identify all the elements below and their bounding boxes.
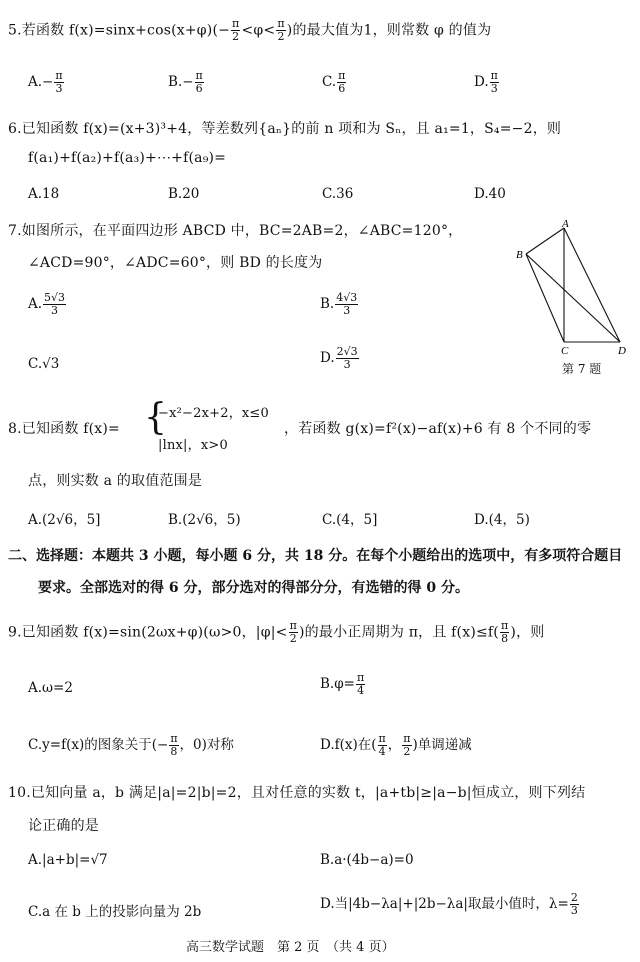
frac-num: 5√3 xyxy=(44,291,66,304)
q8-stem-a: 8.已知函数 f(x)= xyxy=(8,421,120,437)
frac-num: π xyxy=(500,619,509,632)
frac-den: 2 xyxy=(289,632,297,645)
q8-stem-line2: 点，则实数 a 的取值范围是 xyxy=(28,473,203,489)
frac-num: π xyxy=(338,69,346,82)
q8-brace: { xyxy=(144,397,167,438)
option-label: D. xyxy=(320,350,335,366)
option-frac xyxy=(378,733,387,758)
frac-num: 2√3 xyxy=(336,345,358,358)
frac-den: 6 xyxy=(195,82,203,95)
q7-option-a[interactable] xyxy=(28,292,67,317)
q9-frac xyxy=(500,620,509,645)
q7-stem-line2: ∠ACD=90°，∠ADC=60°，则 BD 的长度为 xyxy=(28,255,323,271)
frac-den: 8 xyxy=(170,745,178,758)
frac-num: 4√3 xyxy=(336,291,358,304)
option-frac xyxy=(54,70,63,95)
frac-den: 4 xyxy=(357,684,365,697)
q10-option-c[interactable]: C.a 在 b 上的投影向量为 2b xyxy=(28,904,202,920)
q7-option-b[interactable] xyxy=(320,292,359,317)
segment-bc xyxy=(526,254,564,342)
q5-option-d[interactable] xyxy=(474,70,500,95)
frac-den: 3 xyxy=(343,358,351,371)
q5-frac-num: π xyxy=(232,17,240,30)
segment-bd xyxy=(526,254,620,342)
option-frac xyxy=(195,70,204,95)
q8-option-b[interactable]: B.(2√6，5) xyxy=(168,512,241,528)
q8-case1: −x²−2x+2，x≤0 xyxy=(158,406,269,421)
q9-stem-part: )的最小正周期为 π，且 f(x)≤f( xyxy=(299,624,499,641)
q5-stem xyxy=(8,18,491,43)
q9-stem-part: )，则 xyxy=(510,624,545,641)
frac-num: π xyxy=(55,69,63,82)
frac-num: π xyxy=(403,732,411,745)
q6-option-d[interactable]: D.40 xyxy=(474,186,506,202)
q5-frac-den: 2 xyxy=(277,30,285,43)
q5-option-c[interactable] xyxy=(322,70,347,95)
q9-frac xyxy=(289,620,298,645)
q5-stem-part: 5.若函数 f(x)=sinx+cos(x+φ)(− xyxy=(8,22,231,39)
q9-option-c[interactable] xyxy=(28,733,234,758)
frac-num: π xyxy=(490,69,498,82)
q6-option-a[interactable]: A.18 xyxy=(28,186,60,202)
label-c: C xyxy=(561,345,569,357)
q5-option-a[interactable] xyxy=(28,70,65,95)
frac-den: 3 xyxy=(343,304,351,317)
q9-stem xyxy=(8,620,544,645)
q6-stem-line2: f(a₁)+f(a₂)+f(a₃)+⋯+f(a₉)= xyxy=(28,150,227,166)
q7-figure xyxy=(512,218,632,358)
q6-option-b[interactable]: B.20 xyxy=(168,186,200,202)
q10-option-a[interactable]: A.|a+b|=√7 xyxy=(28,852,108,868)
page-footer: 高三数学试题 第 2 页 （共 4 页） xyxy=(186,940,395,955)
label-a: A xyxy=(562,218,569,230)
q7-stem-line1: 7.如图所示，在平面四边形 ABCD 中，BC=2AB=2，∠ABC=120°， xyxy=(8,223,463,239)
q8-option-c[interactable]: C.(4，5] xyxy=(322,512,378,528)
frac-den: 6 xyxy=(338,82,346,95)
frac-den: 4 xyxy=(378,745,386,758)
option-label: B.− xyxy=(168,74,194,90)
frac-num: π xyxy=(356,671,365,684)
option-frac xyxy=(402,733,411,758)
q5-frac-den: 2 xyxy=(232,30,240,43)
q8-case2: |lnx|，x>0 xyxy=(158,438,228,453)
frac-num: π xyxy=(289,619,298,632)
option-label: D. xyxy=(474,74,489,90)
option-part: C.y=f(x)的图象关于(− xyxy=(28,737,169,753)
label-d: D xyxy=(618,345,626,357)
q6-option-c[interactable]: C.36 xyxy=(322,186,354,202)
option-part: D.f(x)在( xyxy=(320,737,377,753)
segment-ab xyxy=(526,228,564,254)
q5-frac xyxy=(276,18,285,43)
option-frac xyxy=(43,292,66,317)
q8-stem-b: ，若函数 g(x)=f²(x)−af(x)+6 有 8 个不同的零 xyxy=(284,421,592,437)
option-frac xyxy=(570,892,579,917)
q10-option-b[interactable]: B.a·(4b−a)=0 xyxy=(320,852,414,868)
frac-den: 8 xyxy=(501,632,509,645)
q5-stem-part: )的最大值为1，则常数 φ 的值为 xyxy=(286,22,492,39)
option-label: A.− xyxy=(28,74,54,90)
frac-den: 2 xyxy=(403,745,411,758)
frac-den: 3 xyxy=(51,304,59,317)
q10-option-d[interactable] xyxy=(320,892,580,917)
q10-stem-line1: 10.已知向量 a，b 满足|a|=2|b|=2，且对任意的实数 t，|a+tb|≥|a−b|恒成立，则下列结 xyxy=(8,785,586,801)
option-frac xyxy=(169,733,178,758)
option-frac xyxy=(490,70,499,95)
frac-den: 3 xyxy=(570,904,578,917)
option-part: D.当|4b−λa|+|2b−λa|取最小值时，λ= xyxy=(320,896,569,912)
frac-num: π xyxy=(378,732,386,745)
option-label: B. xyxy=(320,296,335,312)
frac-den: 3 xyxy=(55,82,63,95)
q7-option-c[interactable]: C.√3 xyxy=(28,356,60,372)
label-b: B xyxy=(516,249,523,261)
option-part: ，0)对称 xyxy=(179,737,234,753)
segment-da xyxy=(564,228,620,342)
q9-option-a[interactable]: A.ω=2 xyxy=(28,680,73,696)
frac-num: π xyxy=(195,69,203,82)
q5-frac-num: π xyxy=(277,17,285,30)
option-frac xyxy=(336,346,359,371)
q8-option-d[interactable]: D.(4，5) xyxy=(474,512,530,528)
q6-stem-line1: 6.已知函数 f(x)=(x+3)³+4，等差数列{aₙ}的前 n 项和为 Sₙ，且 a₁=1，S₄=−2，则 xyxy=(8,121,562,137)
q9-option-b[interactable] xyxy=(320,672,366,697)
q5-frac xyxy=(231,18,240,43)
section2-instructions-line1: 二、选择题：本题共 3 小题，每小题 6 分，共 18 分。在每个小题给出的选项中，有多项符合题目 xyxy=(8,548,623,564)
frac-den: 3 xyxy=(490,82,498,95)
frac-num: 2 xyxy=(570,891,578,904)
q9-option-d[interactable] xyxy=(320,733,472,758)
section2-instructions-line2: 要求。全部选对的得 6 分，部分选对的得部分分，有选错的得 0 分。 xyxy=(38,580,469,596)
q7-option-d[interactable] xyxy=(320,346,360,371)
option-frac xyxy=(335,292,358,317)
option-part: ， xyxy=(387,737,402,753)
q9-stem-part: 9.已知函数 f(x)=sin(2ωx+φ)(ω>0，|φ|< xyxy=(8,624,288,641)
option-label: C. xyxy=(322,74,337,90)
option-part: )单调递减 xyxy=(412,737,472,753)
frac-num: π xyxy=(170,732,178,745)
q10-stem-line2: 论正确的是 xyxy=(28,818,99,834)
q8-option-a[interactable]: A.(2√6，5] xyxy=(28,512,101,528)
q5-stem-part: <φ< xyxy=(241,22,276,39)
option-frac xyxy=(337,70,346,95)
option-label: B.φ= xyxy=(320,676,355,692)
q7-figure-caption: 第 7 题 xyxy=(562,362,602,376)
q5-option-b[interactable] xyxy=(168,70,205,95)
option-label: A. xyxy=(28,296,43,312)
option-frac xyxy=(356,672,365,697)
